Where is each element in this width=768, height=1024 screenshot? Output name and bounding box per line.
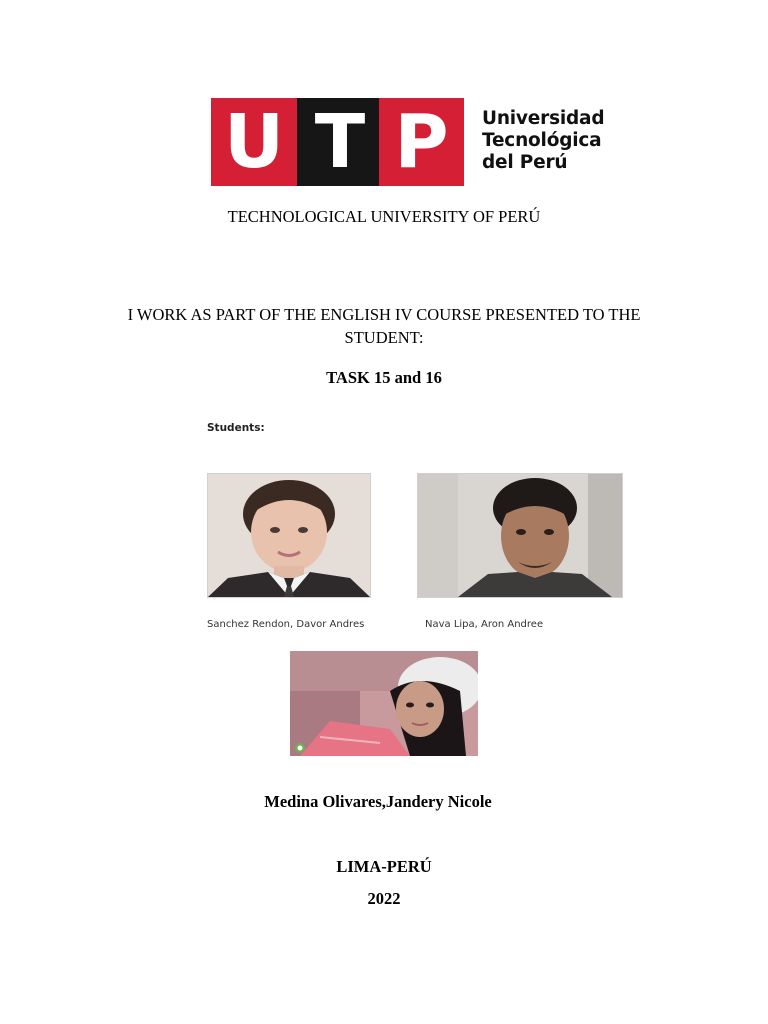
university-title: TECHNOLOGICAL UNIVERSITY OF PERÚ xyxy=(227,207,541,226)
logo-university-name xyxy=(482,108,604,174)
logo-name-line-2: Tecnológica xyxy=(482,130,602,151)
student-photo-2 xyxy=(417,473,623,598)
task-title: TASK 15 and 16 xyxy=(326,368,442,387)
student-caption-1: Sanchez Rendon, Davor Andres xyxy=(207,619,365,630)
logo-name-line-3: del Perú xyxy=(482,152,568,173)
logo-name-line-1: Universidad xyxy=(482,108,605,129)
logo-letter-u: U xyxy=(211,98,297,186)
student-photo-3 xyxy=(290,651,478,756)
year: 2022 xyxy=(367,889,401,908)
location: LIMA-PERÚ xyxy=(336,857,432,876)
third-student-name: Medina Olivares,Jandery Nicole xyxy=(264,792,492,811)
intro-line-1: I WORK AS PART OF THE ENGLISH IV COURSE PRESENTED TO THE xyxy=(127,305,641,324)
student-photo-1 xyxy=(207,473,371,598)
utp-logo xyxy=(211,98,605,186)
logo-letter-t: T xyxy=(297,98,383,186)
students-label: Students: xyxy=(207,422,265,434)
intro-line-2: STUDENT: xyxy=(344,328,424,347)
student-caption-2: Nava Lipa, Aron Andree xyxy=(425,619,544,630)
logo-letter-p: P xyxy=(379,98,464,186)
